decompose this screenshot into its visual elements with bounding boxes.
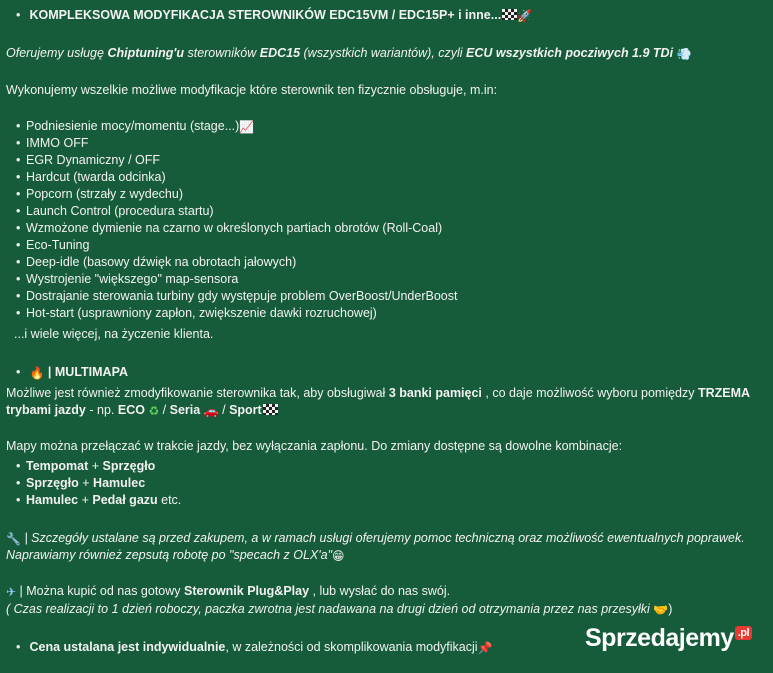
list-item xyxy=(16,458,155,475)
checkered-flag-icon xyxy=(502,9,517,20)
list-item: • Wystrojenie "większego" map-sensora xyxy=(16,271,238,288)
multimap-bold-banks: 3 banki pamięci xyxy=(388,386,482,400)
plugplay-text: | Można kupić od nas gotowy xyxy=(19,584,184,598)
listing-title: KOMPLEKSOWA MODYFIKACJA STEROWNIKÓW EDC15VM / EDC15P+ i inne... xyxy=(29,8,502,22)
combo-a: Tempomat xyxy=(26,459,89,473)
multimap-paragraph: Mapy można przełączać w trakcie jazdy, bez wyłączania zapłonu. Do zmiany dostępne są dowolne kombinacje: xyxy=(6,439,623,453)
list-item: • Dostrajanie sterowania turbiny gdy występuje problem OverBoost/UnderBoost xyxy=(16,288,457,305)
mode-eco: ECO xyxy=(117,403,145,417)
multimap-text: - np. xyxy=(85,403,118,417)
multimap-bold-modes: trybami jazdy xyxy=(6,403,86,417)
mode-sport: Sport xyxy=(229,403,262,417)
recycle-icon: ♻ xyxy=(148,404,160,418)
intro-bold-edc15: EDC15 xyxy=(259,46,301,60)
intro-line-1 xyxy=(6,45,691,61)
list-item: • Wzmożone dymienie na czarno w określonych partiach obrotów (Roll-Coal) xyxy=(16,220,442,237)
fire-icon: 🔥 xyxy=(29,366,45,380)
multimap-line-2 xyxy=(6,402,278,418)
separator: / xyxy=(218,403,230,417)
multimap-bullet xyxy=(16,364,128,381)
intro-bold-chiptuning: Chiptuning'u xyxy=(107,46,184,60)
list-item: • Deep-idle (basowy dźwięk na obrotach jałowych) xyxy=(16,254,296,271)
intro-text: Oferujemy usługę xyxy=(6,46,108,60)
combo-b: Pedał gazu xyxy=(92,493,158,507)
details-text: Naprawiamy również zepsutą robotę po "specach z OLX'a" xyxy=(6,548,333,562)
list-item: • EGR Dynamiczny / OFF xyxy=(16,152,160,169)
list-item: • Hot-start (usprawniony zapłon, zwiększenie dawki rozruchowej) xyxy=(16,305,377,322)
pushpin-icon: 📌 xyxy=(477,641,493,655)
combo-sep: + xyxy=(78,476,94,490)
intro-text: sterowników xyxy=(184,46,260,60)
details-line-2 xyxy=(6,547,345,563)
checkered-flag-icon xyxy=(263,404,278,415)
list-item: • Eco-Tuning xyxy=(16,237,89,254)
price-bullet xyxy=(16,639,493,656)
handshake-icon: 🤝 xyxy=(653,603,669,617)
red-car-icon: 🚗 xyxy=(203,404,219,418)
list-item: • Hardcut (twarda odcinka) xyxy=(16,169,166,186)
plugplay-bold: Sterownik Plug&Play xyxy=(184,584,310,598)
watermark-tld: .pl xyxy=(735,626,752,640)
list-item xyxy=(16,118,254,135)
price-text: , w zależności od skomplikowania modyfikacji xyxy=(225,640,478,654)
multimap-line-1 xyxy=(6,385,750,401)
combo-sep: + xyxy=(88,459,103,473)
multimap-text: , co daje możliwość wyboru pomiędzy xyxy=(481,386,698,400)
intro-line-2: Wykonujemy wszelkie możliwe modyfikacje które sterownik ten fizycznie obsługuje, m.in: xyxy=(6,83,498,97)
grinning-face-icon: 😁 xyxy=(332,549,345,563)
combo-a: Sprzęgło xyxy=(26,476,79,490)
combo-tail: etc. xyxy=(157,493,182,507)
combo-sep: + xyxy=(78,493,93,507)
watermark-logo xyxy=(585,624,752,653)
list-item: • Popcorn (strzały z wydechu) xyxy=(16,186,183,203)
separator: / xyxy=(159,403,170,417)
multimap-bold-trzema: TRZEMA xyxy=(697,386,751,400)
watermark-text: Sprzedajemy xyxy=(585,624,734,652)
list-item xyxy=(16,492,181,509)
airplane-icon: ✈ xyxy=(6,585,17,599)
list-item: • IMMO OFF xyxy=(16,135,89,152)
title-bullet xyxy=(16,7,532,24)
plugplay-line-2 xyxy=(6,601,672,617)
price-bold: Cena ustalana jest indywidualnie xyxy=(29,640,226,654)
plugplay-note: ( Czas realizacji to 1 dzień roboczy, paczka zwrotna jest nadawana na drugi dzień od otrzymania przez nas przesyłki xyxy=(6,602,650,616)
chart-increasing-icon: 📈 xyxy=(239,120,255,134)
multimap-title: | MULTIMAPA xyxy=(47,365,129,379)
rocket-icon: 🚀 xyxy=(517,9,533,23)
combo-a: Hamulec xyxy=(26,493,79,507)
wrench-icon: 🔧 xyxy=(6,532,21,546)
mod-label: Podniesienie mocy/momentu (stage...) xyxy=(26,119,240,133)
mode-seria: Seria xyxy=(169,403,201,417)
plugplay-note-end: ) xyxy=(668,602,673,616)
list-item xyxy=(16,475,145,492)
combo-b: Sprzęgło xyxy=(102,459,156,473)
details-line-1 xyxy=(6,530,745,546)
list-item: • Launch Control (procedura startu) xyxy=(16,203,214,220)
intro-text: (wszystkich wariantów), czyli xyxy=(300,46,467,60)
plugplay-text: , lub wysłać do nas swój. xyxy=(309,584,451,598)
plugplay-line-1 xyxy=(6,583,450,599)
multimap-text: Możliwe jest również zmodyfikowanie sterownika tak, aby obsługiwał xyxy=(6,386,389,400)
combo-b: Hamulec xyxy=(93,476,146,490)
dash-smoke-icon: 💨 xyxy=(676,47,692,61)
details-text: | Szczegóły ustalane są przed zakupem, a w ramach usługi oferujemy pomoc techniczną oraz możliwość ewentualnych poprawek. xyxy=(24,531,745,545)
intro-bold-ecu: ECU wszystkich pocziwych 1.9 TDi xyxy=(466,46,674,60)
mods-footer: ...i wiele więcej, na życzenie klienta. xyxy=(14,327,214,341)
